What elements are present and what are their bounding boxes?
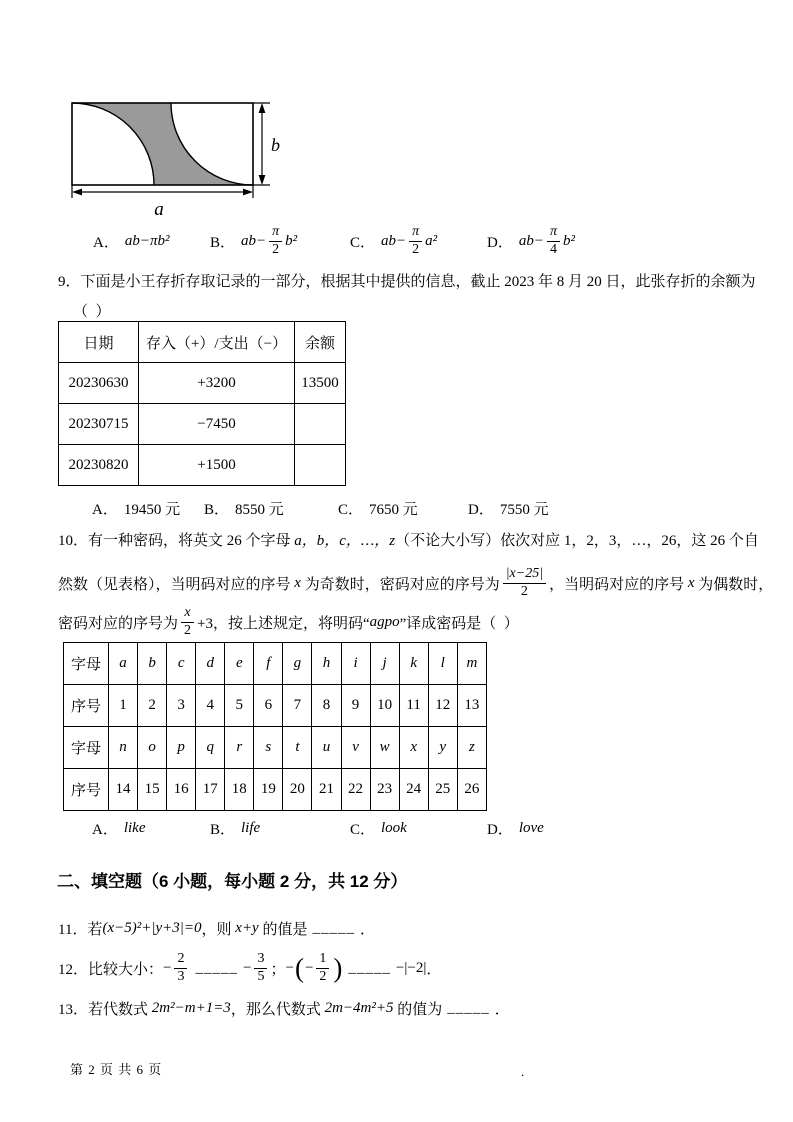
table-cell: y [428,727,457,769]
option-label: C． [350,821,376,838]
table-cell: f [254,643,283,685]
table-cell: −7450 [139,404,295,445]
option-label: C． [350,234,376,251]
fraction [503,566,546,599]
table-cell: 13500 [295,363,346,404]
table-cell: t [283,727,312,769]
q10-option-c [350,816,407,840]
math-run: x+y [235,919,259,936]
table-cell: 余额 [295,322,346,363]
text-run: 若 [87,921,103,938]
fraction-denominator: 2 [520,583,528,599]
table-cell: l [428,643,457,685]
table-row [64,727,487,769]
math-run: (x−5)²+|y+3|=0 [102,919,202,936]
q9-option-c [338,496,418,520]
option-text: 7650 元 [369,501,418,518]
table-cell [295,404,346,445]
table-cell: o [138,727,167,769]
table-cell: q [196,727,225,769]
table-cell: p [167,727,196,769]
table-cell: 2 [138,685,167,727]
option-formula: b² [285,232,298,249]
q11-text [58,914,375,942]
math-run: − [285,959,294,976]
table-cell: z [457,727,486,769]
table-cell: 18 [225,769,254,811]
text-run: ”译成密码是（ ） [399,615,519,632]
table-cell: n [109,727,138,769]
option-label: A． [92,501,118,518]
question-number: 11． [58,921,88,938]
q9-options-row [0,496,793,520]
q9-option-a [92,496,180,520]
table-cell: a [109,643,138,685]
table-cell: 1 [109,685,138,727]
q8-option-d [487,220,575,262]
table-row [59,322,346,363]
text-run: ，那么代数式 [230,1001,325,1018]
text-run: ，则 [201,921,236,938]
text-run: ． [426,961,442,978]
option-text: life [241,819,261,836]
math-run: − [242,959,252,976]
q10-options-row [0,816,793,840]
fraction [181,605,194,638]
option-formula: ab−πb² [124,232,170,249]
option-label: D． [487,821,513,838]
math-run: − [304,959,314,976]
option-label: C． [338,501,364,518]
option-label: A． [93,234,119,251]
text-run: ，当明码对应的序号 [549,576,688,593]
option-text: 19450 元 [123,501,181,518]
q9-option-d [468,496,549,520]
option-text: 8550 元 [235,501,284,518]
math-run: x [294,574,301,591]
option-label: D． [487,234,513,251]
page-footer: 第 2 页 共 6 页 [70,1062,163,1077]
fraction-denominator: 4 [549,241,557,257]
text-run: 的值是 [258,921,308,938]
q10-text-line1 [58,530,759,552]
option-label: B． [210,234,236,251]
right-paren: ) [333,952,343,983]
option-text: love [518,819,544,836]
a-arrowhead-left [72,189,82,196]
question-number: 13． [58,1001,89,1018]
fraction-numerator: 1 [316,951,329,968]
fraction-denominator: 2 [272,241,280,257]
q8-option-a [93,220,169,262]
table-cell: 15 [138,769,167,811]
fraction [316,951,329,984]
fraction-numerator: π [269,224,282,241]
question-number: 12．比较大小： [58,961,164,978]
table-cell: +1500 [139,445,295,486]
table-cell: 7 [283,685,312,727]
text-run: ； [270,961,286,978]
table-cell: 25 [428,769,457,811]
cipher-table [63,642,487,811]
table-cell: 13 [457,685,486,727]
left-paren: ( [294,952,304,983]
q9-text-line2: （ ） [73,304,111,320]
table-cell: d [196,643,225,685]
q8-option-b [210,220,297,262]
math-run: x [687,574,695,591]
table-cell: 20230630 [59,363,139,404]
text-run: ． [359,921,375,938]
option-label: B． [204,501,230,518]
table-cell: 9 [341,685,370,727]
table-row [64,643,487,685]
table-cell: x [399,727,428,769]
text-run: +3，按上述规定，将明码“ [197,615,370,632]
fraction-numerator: π [409,224,422,241]
table-cell: r [225,727,254,769]
option-text: 7550 元 [499,501,549,518]
a-arrowhead-right [243,189,253,196]
q9-option-b [204,496,284,520]
deposit-record-table [58,321,346,486]
q9-text-line1: 9．下面是小王存折存取记录的一部分，根据其中提供的信息，截止 2023 年 8 月 20 日，此张存折的余额为 [58,274,756,290]
option-formula: b² [562,232,575,249]
table-cell: b [138,643,167,685]
answer-blank: _____ [447,999,490,1016]
text-run: （不论大小写）依次对应 1，2，3，…，26，这 26 个自 [395,533,759,549]
table-cell: 序号 [64,769,109,811]
table-cell: 20 [283,769,312,811]
text-run: 为奇数时，密码对应的序号为 [300,576,500,593]
math-run: 2m−4m²+5 [324,999,394,1016]
table-cell: +3200 [139,363,295,404]
table-cell: s [254,727,283,769]
option-label: A． [92,821,118,838]
table-cell: k [399,643,428,685]
shaded-region [72,103,253,185]
option-label: D． [468,501,494,518]
table-cell: h [312,643,341,685]
table-cell: g [283,643,312,685]
table-cell [295,445,346,486]
section-heading: 二、填空题（6 小题，每小题 2 分，共 12 分） [57,872,408,891]
math-run: − [163,959,172,976]
table-cell: 10 [370,685,399,727]
geometry-figure [62,96,287,222]
option-formula: ab− [241,232,267,249]
table-cell: 3 [167,685,196,727]
table-cell: 16 [167,769,196,811]
table-cell: v [341,727,370,769]
table-cell: m [457,643,486,685]
fraction-denominator: 3 [177,968,185,984]
fraction [174,951,187,984]
table-cell: 20230715 [59,404,139,445]
table-cell: 26 [457,769,486,811]
fraction-numerator: 2 [174,951,187,968]
table-row [59,445,346,486]
text-run: 的值为 [393,1001,443,1018]
fraction-denominator: 2 [412,241,420,257]
option-formula: a² [425,232,438,249]
table-cell: u [312,727,341,769]
fraction [269,224,282,257]
table-cell: 22 [341,769,370,811]
fraction [254,951,267,984]
option-text: look [381,819,407,836]
q10-text-line2 [58,560,773,606]
b-label: b [271,135,280,155]
fraction-numerator: x [181,605,193,622]
fraction-denominator: 2 [319,968,327,984]
fraction-numerator: 3 [254,951,267,968]
table-cell: j [370,643,399,685]
text-run: 若代数式 [88,1001,152,1018]
table-cell: 序号 [64,685,109,727]
table-cell: 14 [109,769,138,811]
q10-option-a [92,816,146,840]
table-cell: 日期 [59,322,139,363]
q8-option-c [350,220,437,262]
table-cell: 11 [399,685,428,727]
table-cell: 6 [254,685,283,727]
table-cell: 4 [196,685,225,727]
b-arrowhead-top [259,103,266,113]
answer-blank: _____ [312,919,355,936]
q10-text-line3 [58,601,519,643]
table-cell: w [370,727,399,769]
answer-blank: _____ [195,959,238,976]
table-cell: 5 [225,685,254,727]
table-cell: 8 [312,685,341,727]
table-cell: 19 [254,769,283,811]
q10-option-b [210,816,260,840]
option-label: B． [210,821,236,838]
table-cell: 17 [196,769,225,811]
q8-options-row [0,220,793,262]
table-cell: i [341,643,370,685]
table-cell: 21 [312,769,341,811]
option-formula: ab− [518,232,544,249]
fraction-denominator: 5 [257,968,265,984]
fraction-denominator: 2 [184,622,192,638]
fraction-numerator: π [547,224,560,241]
math-run: 2m²−m+1=3 [151,999,231,1016]
stray-period: . [521,1064,525,1079]
table-row [64,685,487,727]
fraction-numerator: |x−25| [503,566,546,583]
table-cell: 字母 [64,643,109,685]
text-run: 密码对应的序号为 [58,615,179,632]
math-run: agpo [369,613,400,630]
table-row [64,769,487,811]
table-cell: 24 [399,769,428,811]
table-cell: 12 [428,685,457,727]
fraction [547,224,560,257]
table-cell: c [167,643,196,685]
text-run: ． [494,1001,510,1018]
table-cell: e [225,643,254,685]
q10-option-d [487,816,544,840]
table-cell: 字母 [64,727,109,769]
option-text: like [123,819,146,836]
b-arrowhead-bottom [259,175,266,185]
text-run: 为偶数时， [694,576,774,593]
a-label: a [154,199,164,220]
answer-blank: _____ [348,959,391,976]
q13-text [58,994,510,1022]
table-row [59,404,346,445]
table-cell: 20230820 [59,445,139,486]
math-run: a，b，c，…，z [294,533,396,549]
table-cell: 存入（+）/支出（−） [139,322,295,363]
table-cell: 23 [370,769,399,811]
q12-text [58,946,441,990]
option-formula: ab− [381,232,407,249]
text-run: 然数（见表格），当明码对应的序号 [58,576,295,593]
math-run: −|−2| [395,959,427,976]
table-row [59,363,346,404]
text-run: 10．有一种密码，将英文 26 个字母 [58,533,295,549]
fraction [409,224,422,257]
